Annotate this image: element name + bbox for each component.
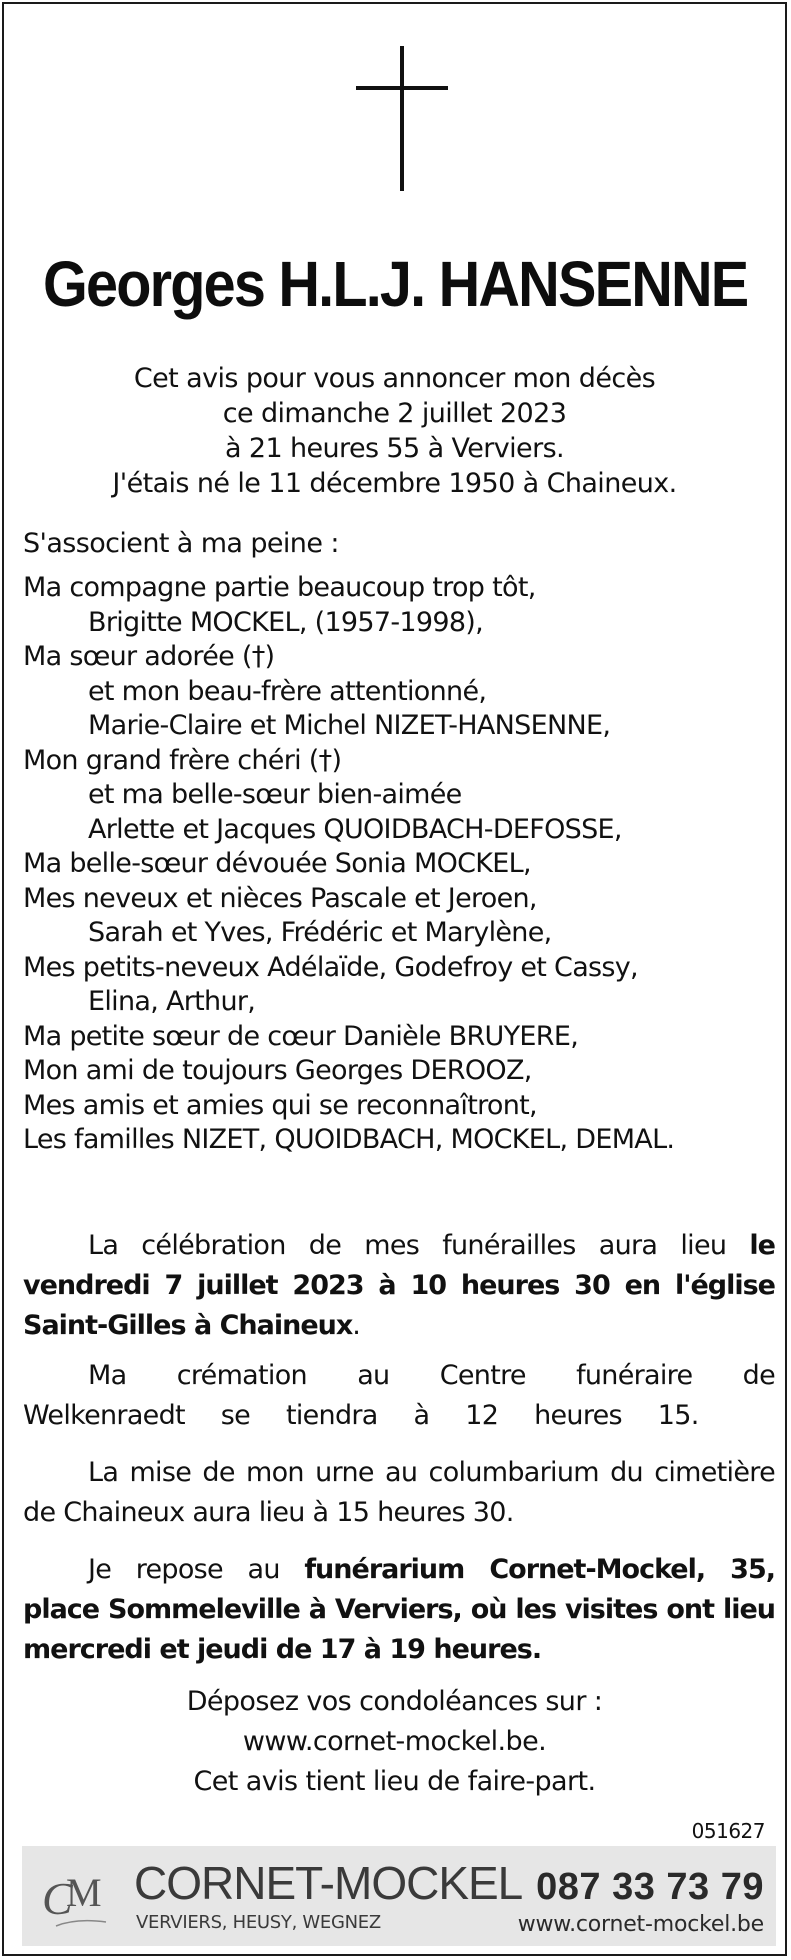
ceremony-paragraph: La célébration de mes funérailles aura lieu le vendredi 7 juillet 2023 à 10 heures 30 en l'église Saint-Gilles à Chaineux. [23, 1230, 775, 1341]
cross-icon [356, 46, 448, 191]
family-line: Arlette et Jacques QUOIDBACH-DEFOSSE, [88, 813, 622, 845]
death-announcement [4, 361, 785, 501]
funeral-home-phone[interactable]: 087 33 73 79 [536, 1866, 764, 1908]
family-line: Ma belle-sœur dévouée Sonia MOCKEL, [23, 848, 531, 879]
announcement-line: à 21 heures 55 à Verviers. [224, 433, 565, 464]
condolences-line: Déposez vos condoléances sur : [186, 1686, 603, 1717]
svg-text:C: C [42, 1873, 73, 1924]
svg-text:M: M [66, 1870, 102, 1915]
reference-number: 051627 [691, 1819, 765, 1843]
condolences-line: Cet avis tient lieu de faire-part. [193, 1766, 596, 1797]
family-line: Elina, Arthur, [88, 986, 256, 1017]
viewing-details: funérarium Cornet-Mockel, 35, place Sommeleville à Verviers, où les visites ont lieu mercredi et jeudi de 17 à 19 heures. [23, 1554, 776, 1665]
family-line: Les familles NIZET, QUOIDBACH, MOCKEL, DEMAL. [23, 1124, 675, 1155]
family-line: Mon ami de toujours Georges DEROOZ, [23, 1055, 532, 1086]
funeral-home-locations: VERVIERS, HEUSY, WEGNEZ [136, 1912, 381, 1933]
associates-heading: S'associent à ma peine : [23, 528, 339, 559]
urn-text: La mise de mon urne au columbarium du cimetière de Chaineux aura lieu à 15 heures 30. [23, 1457, 775, 1528]
urn-paragraph [23, 1453, 775, 1533]
funeral-home-name: CORNET-MOCKEL [134, 1857, 523, 1909]
family-line: Sarah et Yves, Frédéric et Marylène, [88, 917, 552, 948]
family-line: Mes amis et amies qui se reconnaîtront, [23, 1089, 537, 1121]
cornet-mockel-logo-icon [36, 1856, 116, 1936]
ceremony-intro: La célébration de mes funérailles aura lieu [88, 1230, 727, 1261]
deceased-name: Georges H.L.J. HANSENNE [43, 248, 748, 320]
family-line: Ma compagne partie beaucoup trop tôt, [23, 572, 536, 603]
family-list [23, 571, 775, 1158]
obituary-notice [2, 2, 787, 1956]
ceremony-details: le vendredi 7 juillet 2023 à 10 heures 30 en l'église Saint-Gilles à Chaineux [23, 1230, 775, 1341]
funeral-home-website[interactable]: www.cornet-mockel.be [517, 1912, 764, 1937]
condolences-website[interactable]: www.cornet-mockel.be. [242, 1726, 547, 1757]
cremation-text: Ma crémation au Centre funéraire de Welkenraedt se tiendra à 12 heures 15. [23, 1360, 775, 1431]
funeral-home-banner [22, 1846, 776, 1946]
announcement-line: ce dimanche 2 juillet 2023 [222, 398, 567, 429]
family-line: et ma belle-sœur bien-aimée [88, 779, 462, 810]
announcement-line: Cet avis pour vous annoncer mon décès [133, 363, 656, 394]
family-line: Ma petite sœur de cœur Danièle BRUYERE, [23, 1020, 579, 1052]
cremation-paragraph [23, 1356, 775, 1436]
viewing-intro: Je repose au [88, 1554, 280, 1585]
family-line: Mes petits-neveux Adélaïde, Godefroy et Cassy, [23, 951, 638, 983]
family-line: Mon grand frère chéri (†) [23, 744, 342, 776]
family-line: Mes neveux et nièces Pascale et Jeroen, [23, 882, 537, 914]
family-line: Ma sœur adorée (†) [23, 641, 275, 672]
family-line: et mon beau-frère attentionné, [88, 675, 487, 707]
condolences-block [4, 1682, 785, 1802]
family-line: Marie-Claire et Michel NIZET-HANSENNE, [88, 710, 611, 741]
announcement-line: J'étais né le 11 décembre 1950 à Chaineux. [112, 468, 677, 499]
viewing-paragraph [23, 1550, 775, 1670]
family-line: Brigitte MOCKEL, (1957-1998), [88, 606, 484, 638]
